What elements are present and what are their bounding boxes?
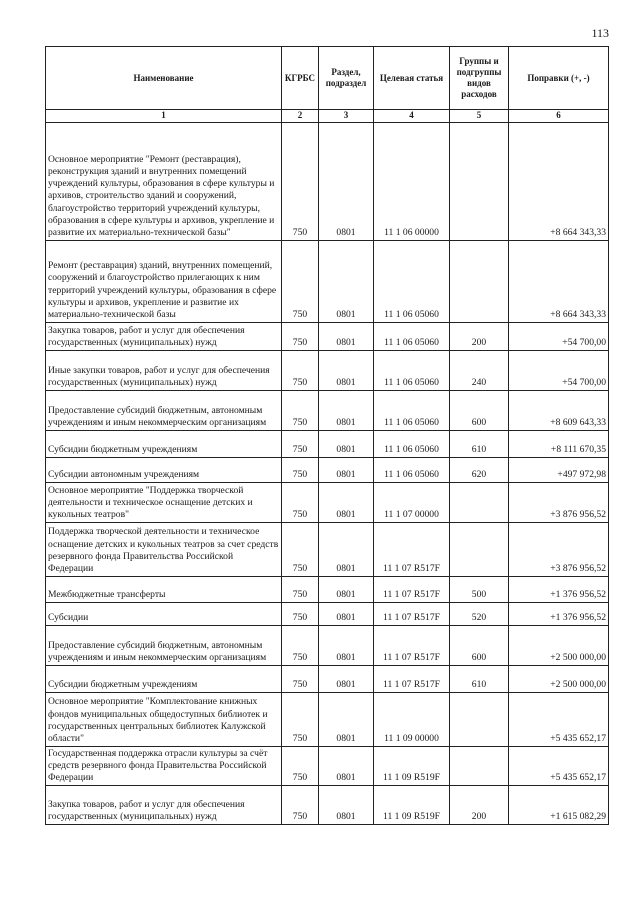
row-section: 0801 [319,785,374,824]
row-target: 11 1 09 R519F [374,785,450,824]
table-row [46,602,609,625]
table-row [46,482,609,522]
row-target: 11 1 07 00000 [374,482,450,522]
row-group: 600 [450,390,509,430]
row-name: Поддержка творческой деятельности и техническое оснащение детских и кукольных театров за счет средств резервного фонда Правительства Российской Федерации [46,522,282,576]
column-number: 2 [282,110,319,123]
row-section: 0801 [319,665,374,692]
row-name: Межбюджетные трансферты [46,576,282,602]
row-section: 0801 [319,322,374,350]
header-groups: Группы и подгруппы видов расходов [450,47,509,110]
table-row [46,665,609,692]
row-target: 11 1 06 05060 [374,457,450,482]
budget-table [45,46,609,825]
row-name: Иные закупки товаров, работ и услуг для обеспечения государственных (муниципальных) нужд [46,350,282,390]
row-target: 11 1 06 00000 [374,122,450,240]
row-target: 11 1 06 05060 [374,322,450,350]
row-group [450,122,509,240]
column-number: 5 [450,110,509,123]
row-name: Предоставление субсидий бюджетным, автономным учреждениям и иным некоммерческим организациям [46,390,282,430]
row-target: 11 1 06 05060 [374,350,450,390]
row-amount: +5 435 652,17 [509,692,609,746]
row-section: 0801 [319,602,374,625]
table-row [46,430,609,457]
row-section: 0801 [319,482,374,522]
row-name: Основное мероприятие "Ремонт (реставрация), реконструкция зданий и внутренних помещений учреждений культуры, образования в сфере культуры и архивов, строительство зданий и сооружений, благоустройство территорий учреждений культуры, образования в сфере культуры и архивов, укрепление и развитие их материально-технической базы" [46,122,282,240]
row-group [450,522,509,576]
table-row [46,390,609,430]
row-target: 11 1 06 05060 [374,430,450,457]
row-section: 0801 [319,350,374,390]
row-name: Основное мероприятие "Комплектование книжных фондов муниципальных общедоступных библиотек и государственных центральных библиотек Калужской области" [46,692,282,746]
page-number: 113 [591,26,609,40]
row-group: 200 [450,322,509,350]
row-amount: +54 700,00 [509,350,609,390]
table-row [46,746,609,785]
row-target: 11 1 09 00000 [374,692,450,746]
row-group [450,482,509,522]
row-name: Закупка товаров, работ и услуг для обеспечения государственных (муниципальных) нужд [46,785,282,824]
row-target: 11 1 07 R517F [374,625,450,665]
row-amount: +3 876 956,52 [509,522,609,576]
row-name: Субсидии [46,602,282,625]
row-kgrbs: 750 [282,746,319,785]
row-name: Субсидии бюджетным учреждениям [46,430,282,457]
column-number-row [46,110,609,123]
column-number: 1 [46,110,282,123]
row-group: 240 [450,350,509,390]
table-row [46,785,609,824]
row-name: Ремонт (реставрация) зданий, внутренних помещений, сооружений и благоустройство прилегающих к ним территорий учреждений культуры, образования в сфере культуры и архивов, укрепление и развитие их материально-технической базы [46,240,282,322]
column-number: 6 [509,110,609,123]
row-kgrbs: 750 [282,350,319,390]
row-target: 11 1 06 05060 [374,390,450,430]
row-target: 11 1 07 R517F [374,602,450,625]
row-amount: +8 664 343,33 [509,122,609,240]
row-section: 0801 [319,240,374,322]
row-group: 500 [450,576,509,602]
row-amount: +1 376 956,52 [509,576,609,602]
row-target: 11 1 07 R517F [374,665,450,692]
row-amount: +5 435 652,17 [509,746,609,785]
row-target: 11 1 07 R517F [374,522,450,576]
row-kgrbs: 750 [282,482,319,522]
row-group: 520 [450,602,509,625]
row-group: 600 [450,625,509,665]
row-amount: +8 664 343,33 [509,240,609,322]
row-group: 610 [450,430,509,457]
row-kgrbs: 750 [282,522,319,576]
row-kgrbs: 750 [282,692,319,746]
table-row [46,350,609,390]
row-kgrbs: 750 [282,785,319,824]
row-name: Закупка товаров, работ и услуг для обеспечения государственных (муниципальных) нужд [46,322,282,350]
row-group: 200 [450,785,509,824]
table-row [46,122,609,240]
row-name: Субсидии автономным учреждениям [46,457,282,482]
row-kgrbs: 750 [282,322,319,350]
row-name: Субсидии бюджетным учреждениям [46,665,282,692]
row-target: 11 1 06 05060 [374,240,450,322]
row-kgrbs: 750 [282,122,319,240]
header-name: Наименование [46,47,282,110]
row-kgrbs: 750 [282,457,319,482]
row-amount: +54 700,00 [509,322,609,350]
header-target: Целевая статья [374,47,450,110]
row-target: 11 1 09 R519F [374,746,450,785]
row-kgrbs: 750 [282,602,319,625]
row-section: 0801 [319,390,374,430]
table-row [46,625,609,665]
table-row [46,322,609,350]
row-kgrbs: 750 [282,625,319,665]
table-row [46,457,609,482]
table-body [46,122,609,824]
row-group [450,746,509,785]
column-number: 3 [319,110,374,123]
header-row [46,47,609,110]
row-group: 620 [450,457,509,482]
row-section: 0801 [319,746,374,785]
row-section: 0801 [319,576,374,602]
row-amount: +8 111 670,35 [509,430,609,457]
table-row [46,240,609,322]
header-section: Раздел, подраздел [319,47,374,110]
row-section: 0801 [319,692,374,746]
row-section: 0801 [319,522,374,576]
row-group [450,692,509,746]
row-kgrbs: 750 [282,576,319,602]
row-group: 610 [450,665,509,692]
row-amount: +2 500 000,00 [509,625,609,665]
row-section: 0801 [319,457,374,482]
row-name: Основное мероприятие "Поддержка творческой деятельности и техническое оснащение детских и кукольных театров" [46,482,282,522]
table-row [46,522,609,576]
row-kgrbs: 750 [282,430,319,457]
row-section: 0801 [319,625,374,665]
table-row [46,576,609,602]
column-number: 4 [374,110,450,123]
row-amount: +1 615 082,29 [509,785,609,824]
row-target: 11 1 07 R517F [374,576,450,602]
row-group [450,240,509,322]
row-amount: +497 972,98 [509,457,609,482]
row-kgrbs: 750 [282,390,319,430]
header-amendments: Поправки (+, -) [509,47,609,110]
row-amount: +8 609 643,33 [509,390,609,430]
row-kgrbs: 750 [282,240,319,322]
table-row [46,692,609,746]
row-name: Предоставление субсидий бюджетным, автономным учреждениям и иным некоммерческим организациям [46,625,282,665]
row-amount: +3 876 956,52 [509,482,609,522]
row-name: Государственная поддержка отрасли культуры за счёт средств резервного фонда Правительства Российской Федерации [46,746,282,785]
row-amount: +2 500 000,00 [509,665,609,692]
row-section: 0801 [319,430,374,457]
row-kgrbs: 750 [282,665,319,692]
header-kgrbs: КГРБС [282,47,319,110]
row-amount: +1 376 956,52 [509,602,609,625]
row-section: 0801 [319,122,374,240]
